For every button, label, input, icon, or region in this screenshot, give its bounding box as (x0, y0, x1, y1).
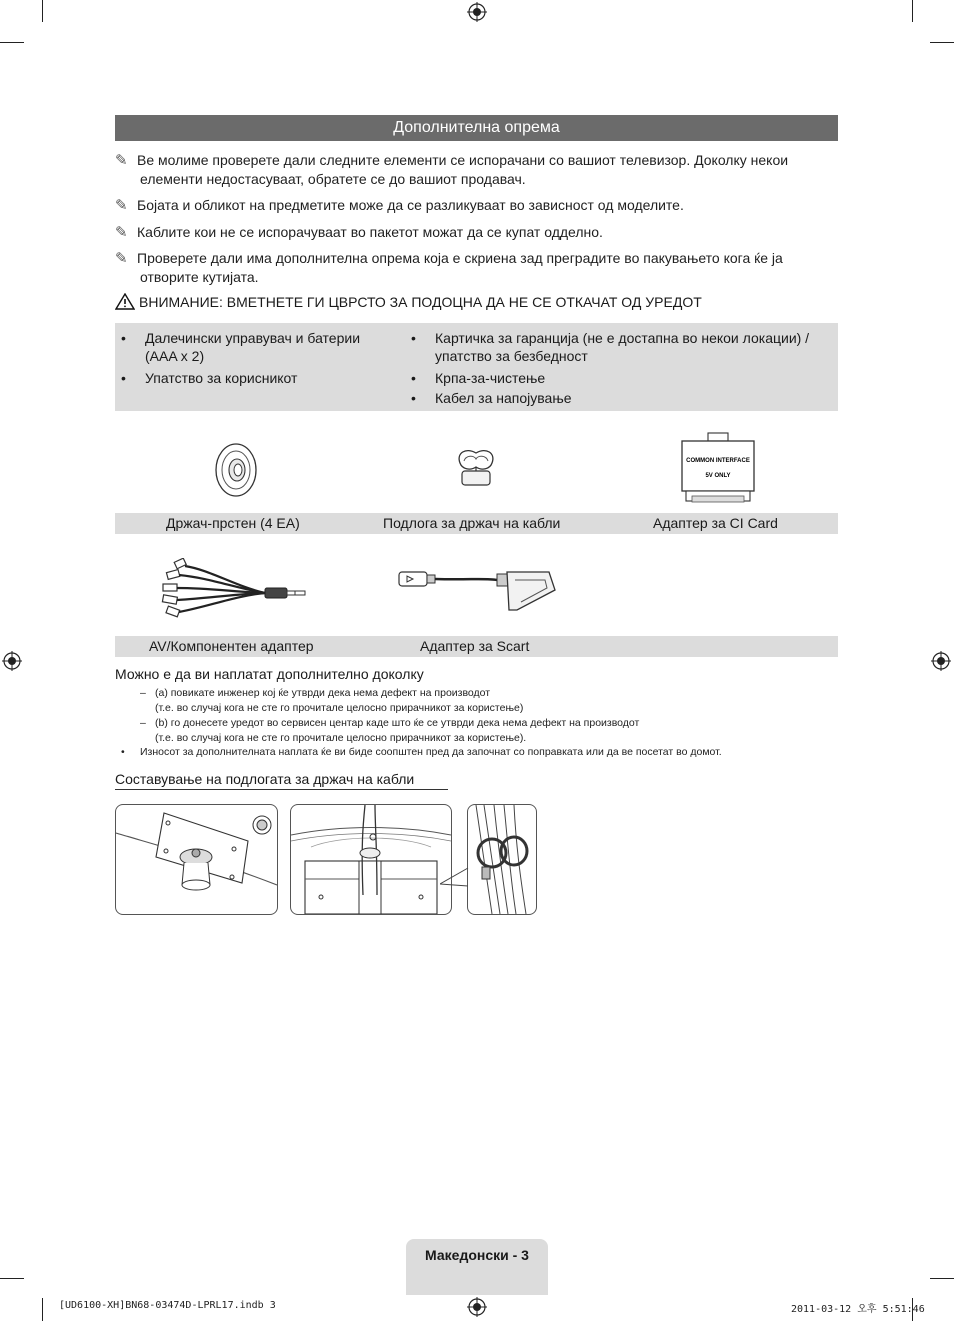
accessories-left (115, 329, 405, 391)
cable-holder-icon (452, 445, 500, 491)
items-labels-row2 (115, 636, 838, 657)
fees-title: Можно е да ви наплатат дополнително доколку (115, 666, 424, 682)
label-holder-ring: Држач-прстен (4 EA) (166, 515, 300, 531)
note-item: ✎ Бојата и обликот на предметите може да се разликуваат во зависност од моделите. (115, 197, 684, 214)
pencil-icon: ✎ (115, 152, 128, 169)
footer-file-info: [UD6100-XH]BN68-03474D-LPRL17.indb 3 (59, 1300, 276, 1311)
zoom-connector-icon (440, 858, 470, 888)
fees-bullet: Износот за дополнителната наплата ќе ви биде соопштен пред да започнат со поправката или да ве посетат во домот. (140, 746, 722, 758)
assembly-step-3 (467, 804, 537, 915)
crop-mark (0, 42, 24, 43)
registration-mark-icon (467, 1297, 487, 1317)
crop-mark (0, 1278, 24, 1279)
note-item: ✎ Ве молиме проверете дали следните елементи се испорачани со вашиот телевизор. Доколку некои елементи недостасуваат, обратете се до вашиот продавач. (115, 152, 789, 187)
registration-mark-icon (2, 651, 22, 671)
ci-card-voltage: 5V ONLY (705, 473, 731, 479)
fees-case-b-note: (т.е. во случај кога не сте го прочитале целосно прирачникот за користење). (155, 732, 527, 744)
scart-adapter-icon (397, 568, 557, 614)
label-ci-adapter: Адаптер за CI Card (653, 515, 778, 531)
dash-icon: – (140, 717, 146, 729)
label-scart-adapter: Адаптер за Scart (420, 638, 530, 654)
dash-icon: – (140, 687, 146, 699)
warning-triangle-icon (115, 293, 135, 310)
label-cable-holder: Подлога за држач на кабли (383, 515, 561, 531)
section-title: Дополнителна опрема (115, 115, 838, 141)
accessories-list (115, 323, 838, 411)
cable-bundle-detail-icon (468, 805, 536, 914)
list-item: • Кабел за напојување (405, 389, 835, 407)
warning-line: ВНИМАНИЕ: ВМЕТНЕТЕ ГИ ЦВРСТО ЗА ПОДОЦНА ДА НЕ СЕ ОТКАЧАТ ОД УРЕДОТ (115, 293, 702, 312)
fees-case-a-note: (т.е. во случај кога не сте го прочитале целосно прирачникот за користење) (155, 702, 524, 714)
footer-date: 2011-03-12 오후 5:51:46 (791, 1304, 925, 1315)
registration-mark-icon (931, 651, 951, 671)
crop-mark (42, 0, 43, 22)
tv-stand-illustration-icon (116, 805, 277, 914)
fees-case-a: (a) повикате инженер кој ќе утврди дека нема дефект на производот (155, 687, 491, 699)
list-item: • Крпа-за-чистење (405, 369, 835, 387)
crop-mark (912, 0, 913, 22)
crop-mark (42, 1298, 43, 1321)
page-number-badge: Македонски - 3 (406, 1239, 548, 1295)
crop-mark (930, 42, 954, 43)
av-component-adapter-icon (155, 558, 310, 622)
ci-card-adapter-icon (680, 432, 756, 506)
assembly-title: Составување на подлогата за држач на кабли (115, 771, 448, 790)
assembly-step-1 (115, 804, 278, 915)
note-item: ✎ Проверете дали има дополнителна опрема која е скриена зад преградите во пакувањето кога ќе ја отворите кутијата. (115, 250, 783, 285)
crop-mark (930, 1278, 954, 1279)
assembly-step-2 (290, 804, 452, 915)
registration-mark-icon (467, 2, 487, 22)
cable-routing-illustration-icon (291, 805, 451, 914)
holder-ring-icon (212, 442, 260, 498)
pencil-icon: ✎ (115, 250, 128, 267)
label-av-adapter: AV/Компонентен адаптер (149, 638, 314, 654)
list-item: • Далечински управувач и батерии (AAA x 2) (115, 329, 405, 365)
pencil-icon: ✎ (115, 197, 128, 214)
fees-case-b: (b) го донесете уредот во сервисен центар каде што ќе се утврди дека нема дефект на производот (155, 717, 640, 729)
accessories-right (405, 329, 835, 411)
bullet-icon: • (121, 746, 125, 758)
list-item: • Упатство за корисникот (115, 369, 405, 387)
note-item: ✎ Каблите кои не се испорачуваат во пакетот можат да се купат одделно. (115, 224, 603, 241)
items-labels-row1 (115, 513, 838, 534)
list-item: • Картичка за гаранција (не е достапна во некои локации) / упатство за безбедност (405, 329, 835, 365)
pencil-icon: ✎ (115, 224, 128, 241)
ci-card-label: COMMON INTERFACE (686, 458, 750, 464)
